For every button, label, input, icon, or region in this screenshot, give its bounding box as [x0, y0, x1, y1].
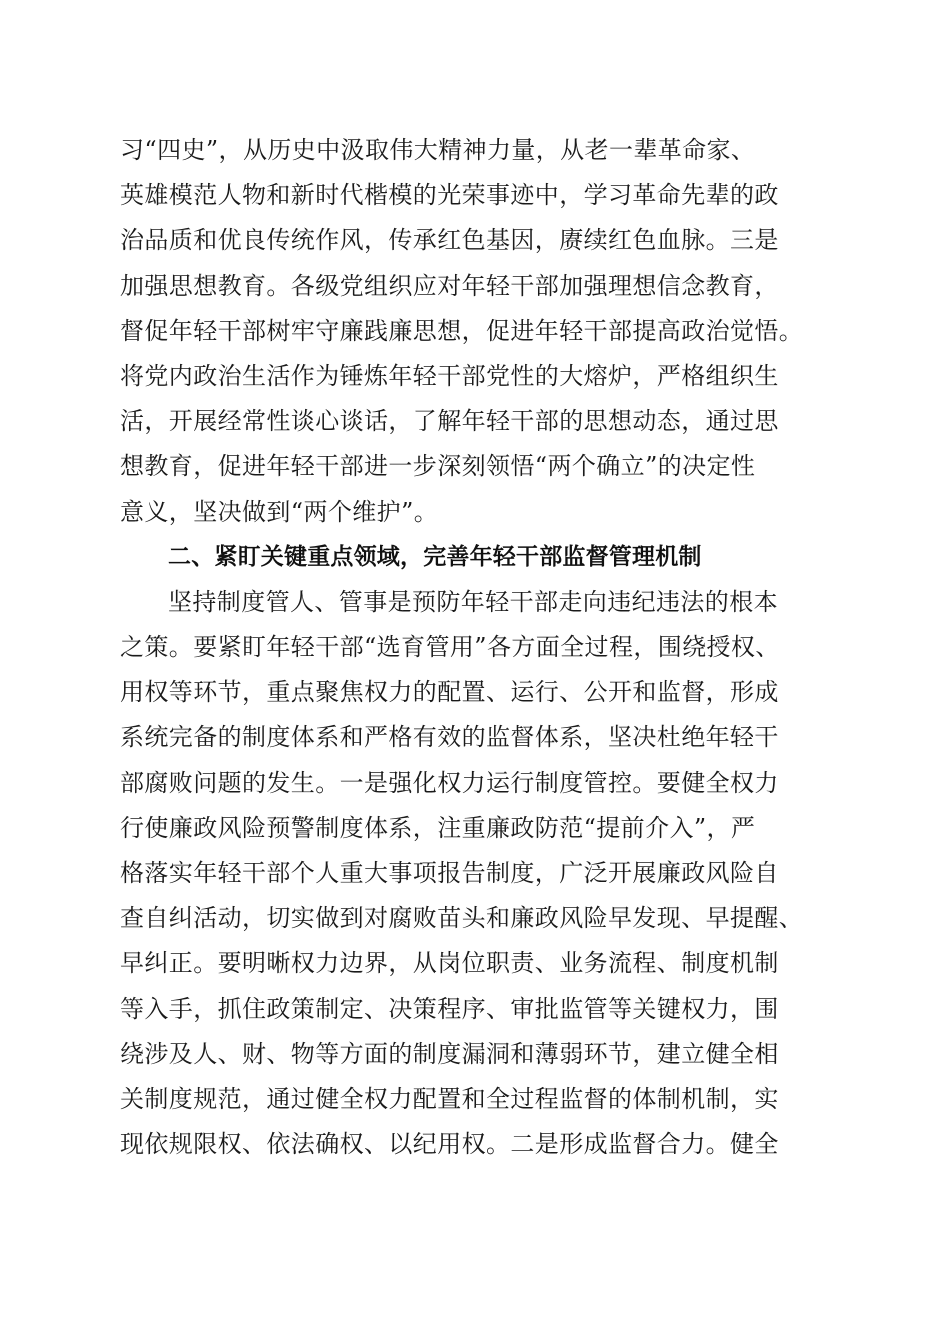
text-line-15: 部腐败问题的发生。一是强化权力运行制度管控。要健全权力: [120, 768, 779, 797]
text-line-9: 意义，坚决做到“两个维护”。: [120, 497, 439, 526]
text-line-8: 想教育，促进年轻干部进一步深刻领悟“两个确立”的决定性: [120, 452, 756, 481]
text-line-1: 习“四史”，从历史中汲取伟大精神力量，从老一辈革命家、: [120, 136, 756, 164]
text-line-16: 行使廉政风险预警制度体系，注重廉政防范“提前介入”，严: [120, 813, 756, 842]
text-line-14: 系统完备的制度体系和严格有效的监督体系，坚决杜绝年轻干: [120, 723, 779, 752]
section-heading: 二、紧盯关键重点领域，完善年轻干部监督管理机制: [168, 543, 702, 570]
text-line-17: 格落实年轻干部个人重大事项报告制度，广泛开展廉政风险自: [120, 859, 779, 887]
text-line-21: 绕涉及人、财、物等方面的制度漏洞和薄弱环节，建立健全相: [120, 1039, 779, 1068]
text-line-18: 查自纠活动，切实做到对腐败苗头和廉政风险早发现、早提醒、: [120, 904, 804, 933]
text-line-6: 将党内政治生活作为锤炼年轻干部党性的大熔炉，严格组织生: [120, 361, 779, 390]
document-body: [120, 128, 860, 1167]
text-line-12: 之策。要紧盯年轻干部“选育管用”各方面全过程，围绕授权、: [120, 633, 780, 662]
paragraph-first-line: 坚持制度管人、管事是预防年轻干部走向违纪违法的根本: [168, 587, 778, 616]
text-line-5: 督促年轻干部树牢守廉践廉思想，促进年轻干部提高政治觉悟。: [120, 316, 804, 345]
text-line-3: 治品质和优良传统作风，传承红色基因，赓续红色血脉。三是: [120, 226, 779, 255]
text-line-2: 英雄模范人物和新时代楷模的光荣事迹中，学习革命先辈的政: [120, 181, 779, 210]
text-line-7: 活，开展经常性谈心谈话，了解年轻干部的思想动态，通过思: [120, 407, 779, 436]
text-line-13: 用权等环节，重点聚焦权力的配置、运行、公开和监督，形成: [120, 678, 779, 707]
text-line-4: 加强思想教育。各级党组织应对年轻干部加强理想信念教育，: [120, 271, 779, 300]
text-line-20: 等入手，抓住政策制定、决策程序、审批监管等关键权力，围: [120, 994, 779, 1023]
text-line-23: 现依规限权、依法确权、以纪用权。二是形成监督合力。健全: [120, 1130, 779, 1159]
text-line-19: 早纠正。要明晰权力边界，从岗位职责、业务流程、制度机制: [120, 949, 779, 978]
text-line-22: 关制度规范，通过健全权力配置和全过程监督的体制机制，实: [120, 1084, 779, 1113]
